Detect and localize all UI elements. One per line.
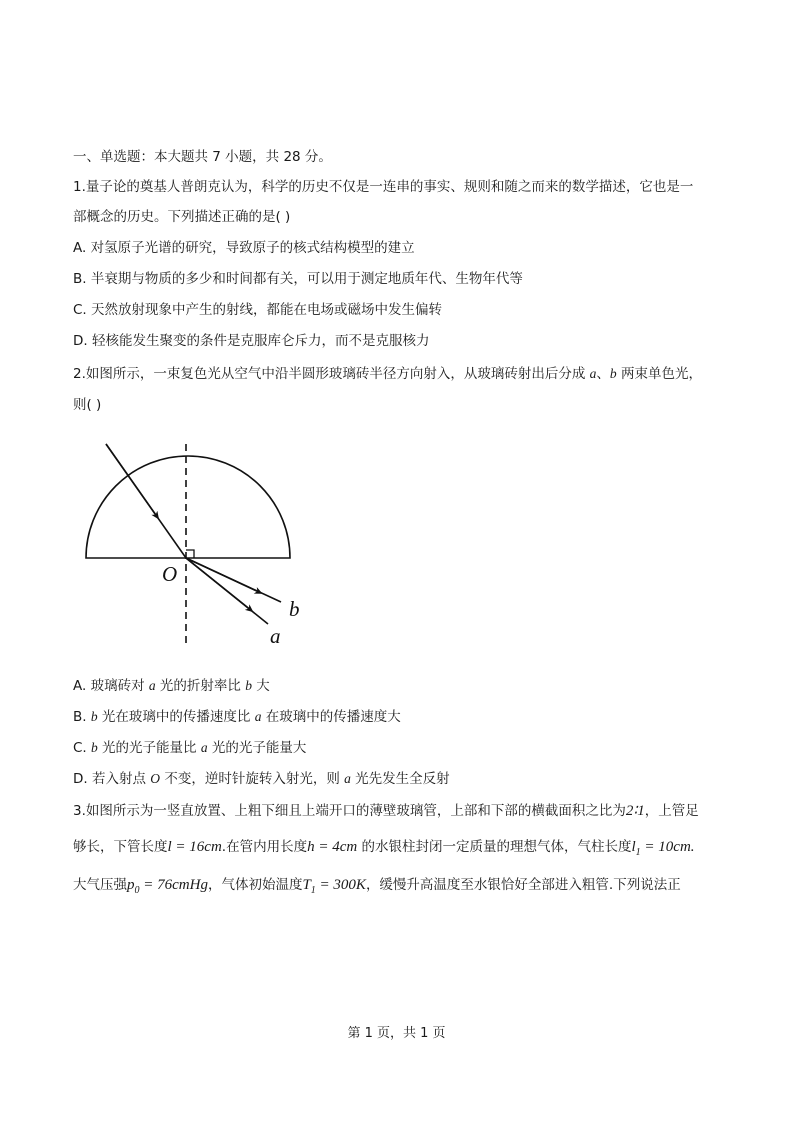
page-footer: 第 1 页，共 1 页: [347, 1026, 446, 1041]
q2-var-a: a: [589, 366, 597, 381]
section-title: 一、单选题：本大题共 7 小题，共 28 分。: [73, 149, 332, 165]
q3-T1-subscript: 1: [310, 885, 316, 896]
q2-optA-mid: 光的折射率比: [155, 678, 246, 694]
q2-optC-var2: a: [200, 740, 208, 755]
semicircle-glass-figure: [78, 438, 318, 648]
q3-p0-symbol: p: [127, 877, 135, 893]
q3-line1-text: 3.如图所示为一竖直放置、上粗下细且上端开口的薄壁玻璃管，上部和下部的横截面积之比为: [73, 803, 626, 819]
q2-optB-var1: b: [90, 709, 98, 724]
q1-option-c: C. 天然放射现象中产生的射线，都能在电场或磁场中发生偏转: [73, 302, 443, 318]
q2-option-b: [73, 707, 401, 727]
q1-option-d: D. 轻核能发生聚变的条件是克服库仑斥力，而不是克服核力: [73, 333, 430, 349]
q2-optC-mid: 光的光子能量比: [97, 740, 201, 756]
q3-line3-c: ，缓慢升高温度至水银恰好全部进入粗管.下列说法正: [365, 877, 681, 893]
label-a: a: [270, 624, 281, 648]
q2-optA-post: 大: [251, 678, 270, 694]
q2-optC-pre: C.: [73, 740, 92, 756]
q1-stem-line2: 部概念的历史。下列描述正确的是( ): [73, 209, 291, 225]
q3-p0-subscript: 0: [134, 885, 140, 896]
q2-optD-post: 光先发生全反射: [350, 771, 450, 787]
q2-sep: 、: [596, 366, 610, 382]
label-b: b: [289, 597, 300, 621]
q2-optD-var1: O: [150, 771, 161, 786]
q2-optD-var2: a: [344, 771, 351, 786]
q3-line2: [73, 837, 695, 863]
q1-option-a: A. 对氢原子光谱的研究，导致原子的核式结构模型的建立: [73, 240, 415, 256]
q2-optB-post: 在玻璃中的传播速度大: [261, 709, 401, 725]
q3-line3-a: 大气压强: [73, 877, 127, 893]
q2-stem-text: 2.如图所示，一束复色光从空气中沿半圆形玻璃砖半径方向射入，从玻璃砖射出后分成: [73, 366, 590, 382]
q3-l1-subscript: 1: [635, 847, 641, 858]
q2-optB-pre: B.: [73, 709, 91, 725]
q3-line2-c: 的水银柱封闭一定质量的理想气体，气柱长度: [357, 839, 632, 855]
q2-optB-mid: 光在玻璃中的传播速度比: [97, 709, 255, 725]
q2-optC-post: 光的光子能量大: [207, 740, 307, 756]
q3-line2-a: 够长，下管长度: [73, 839, 168, 855]
q3-l-value: l = 16cm: [167, 839, 222, 855]
q2-optC-var1: b: [91, 740, 98, 755]
q2-option-a: [73, 676, 270, 696]
q3-h-value: h = 4cm: [307, 839, 358, 855]
q2-option-c: [73, 738, 306, 758]
q2-optD-mid: 不变，逆时针旋转入射光，则: [160, 771, 345, 787]
q2-var-b: b: [609, 366, 617, 381]
right-angle-marker: [186, 550, 194, 558]
q1-option-b: B. 半衰期与物质的多少和时间都有关，可以用于测定地质年代、生物年代等: [73, 271, 523, 287]
q3-l1-value: = 10cm.: [640, 839, 695, 855]
q3-line1-end: ，上管足: [644, 803, 699, 819]
q3-line2-b: .在管内用长度: [221, 839, 308, 855]
incident-ray-arrow: [106, 444, 158, 518]
q2-optA-var1: a: [148, 678, 156, 693]
q3-line1: [73, 801, 699, 821]
q3-l1-symbol: l: [631, 839, 636, 855]
q2-optA-var2: b: [245, 678, 252, 693]
q2-stem-line1: [73, 364, 702, 384]
q2-stem-line2: 则( ): [73, 397, 102, 413]
q3-T1-symbol: T: [302, 877, 311, 893]
q1-stem-line1: 1.量子论的奠基人普朗克认为，科学的历史不仅是一连串的事实、规则和随之而来的数学描述，它也是一: [73, 179, 694, 195]
q2-optD-pre: D. 若入射点: [73, 771, 151, 787]
q3-line3: [73, 875, 681, 901]
q2-optB-var2: a: [254, 709, 262, 724]
q2-stem-text-end: 两束单色光，: [616, 366, 702, 382]
q3-ratio: 2∶1: [625, 803, 645, 819]
glass-brick-outline: [86, 456, 290, 558]
q3-p0-value: = 76cmHg: [139, 877, 208, 893]
q2-optA-pre: A. 玻璃砖对: [73, 678, 149, 694]
q3-line3-b: ，气体初始温度: [207, 877, 303, 893]
q2-option-d: [73, 769, 450, 789]
label-o: O: [162, 562, 178, 586]
q3-T1-value: = 300K: [315, 877, 366, 893]
